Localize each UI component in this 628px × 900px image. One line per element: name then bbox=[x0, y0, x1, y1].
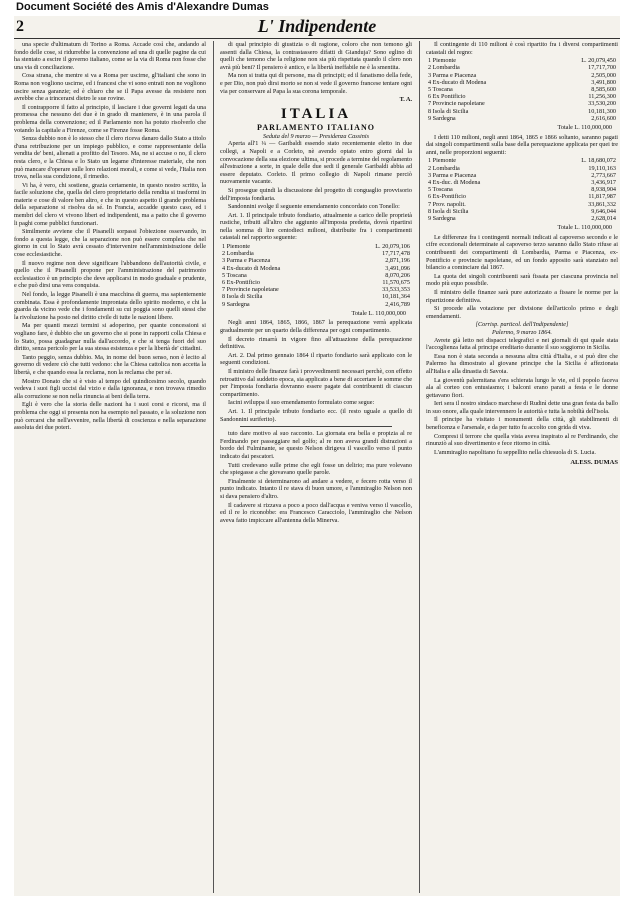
paragraph: Il principe ha visitato i monumenti della città, gli stabilimenti di beneficenza e l'arsenale, e da per tutto fu accolto con grida di viva. bbox=[426, 416, 618, 432]
parliament-report-c3 bbox=[426, 41, 618, 56]
paragraph: I detti 110 milioni, negli anni 1864, 1865 e 1866 soltanto, saranno pagati dai singoli compartimenti sulla base della perequazione applicata per quei tre anni, nelle proporzioni seguenti: bbox=[426, 133, 618, 156]
paragraph: Art. 1. Il principale tributo fondiario, attualmente a carico delle proprietà rustiche, tribuiti all'altro che aggiunto all'imposta predetta, dovrà ripartirsi nella somma di lire centodieci milioni, distribuite fra i compartimenti catastali nel rapporto seguente: bbox=[220, 211, 412, 242]
paragraph: Iacini sviluppa il suo emendamento formulato come segue: bbox=[228, 399, 375, 407]
correspondence-date: Palermo, 9 marzo 1864. bbox=[492, 328, 552, 336]
region-name: 2 Lombardia bbox=[222, 250, 254, 258]
region-name: 8 Isola di Sicilia bbox=[428, 207, 469, 215]
table-row bbox=[426, 93, 618, 100]
amount: L. 20,079,450 bbox=[581, 57, 616, 65]
region-name: 8 Isola di Sicilia bbox=[222, 293, 263, 301]
amount: 3,436,917 bbox=[591, 179, 616, 186]
masthead-title: L' Indipendente bbox=[257, 16, 377, 36]
region-name: 6 Ex Pontificio bbox=[428, 93, 466, 101]
paragraph: Ma per quanti mezzi termini si adoperino, per quante concessioni si vogliano fare, è dubbio che un governo che si pone in rapporti colla Chiesa e lo Stato, possa guadagnar nulla dall'accordo, e che si tenga fuori del suo diritto, senza pericolo per la sua stessa esistenza e per la libertà de' cittadini. bbox=[14, 322, 206, 353]
parliament-report bbox=[220, 140, 412, 242]
table-row bbox=[426, 201, 618, 208]
paragraph: Negli anni 1864, 1865, 1866, 1867 la perequazione verrà applicata gradualmente per un quarto della differenza per ogni compartimento. bbox=[220, 319, 412, 335]
paragraph: Art. 1. Il principale tributo fondiario ecc. (il resto uguale a quello di Sandonnini suriferito). bbox=[220, 408, 412, 423]
paragraph: Il decreto rimarrà in vigore fino all'attuazione della perequazione definitiva. bbox=[220, 335, 412, 351]
amount: 33,533,353 bbox=[382, 286, 410, 294]
signature: ALESS. DUMAS bbox=[570, 459, 618, 467]
subsection-heading: PARLAMENTO ITALIANO bbox=[257, 122, 375, 132]
amount: 11,570,675 bbox=[382, 279, 410, 287]
region-name: 5 Toscana bbox=[222, 271, 247, 279]
paragraph: Mostro Donato che si è visto al tempo del quindicesimo secolo, quando vedeva i suoi figli uccisi dal vizio e dalla ignoranza, e non trovava rimedio alla corruzione se non nella rinuncia ai beni della terra. bbox=[14, 377, 206, 400]
paragraph: Compresi il terrore che quella vista aveva inspirato al re Ferdinando, che rinunziò al suo divertimento e fece ritorno in città. bbox=[426, 432, 618, 448]
table-row bbox=[220, 257, 412, 264]
page-number: 2 bbox=[16, 18, 24, 35]
region-name: 3 Parma e Piacenza bbox=[428, 71, 477, 79]
paragraph: Ma non si tratta qui di persone, ma di principii; ed il fanatismo della fede, e per Dio, non può dirsi morto se non si vede il governo francese tentare ogni via per conservare al Papa la sua corona temporale. bbox=[220, 72, 412, 95]
amount: 33,861,332 bbox=[588, 200, 616, 208]
paragraph: Cosa strana, che mentre si va a Roma per uscirne, gl'italiani che sono in Roma non vogliono uscirne, ed i francesi che vi sono entrati non ne vogliono uscire senza garanzie; ed è chiaro che se il Papa avesse da resistere non avrebbe che a trincerarsi dietro le sue rovine. bbox=[14, 72, 206, 103]
paragraph: La gioventù palermitana s'era schierata lungo le vie, ed il popolo faceva ala al corteo con entusiasmo; i balconi erano parati a festa e le donne gettavano fiori. bbox=[426, 376, 618, 399]
paragraph: tuto dare motivo al suo racconto. La giornata era bella e propizia al re Ferdinando per passeggiare nel golfo; al re non aveva grandi distrazioni a bordo del Fulminante, se questo Nelson dirigeva il vascello verso il punto indicato dai pescatori. bbox=[220, 430, 412, 460]
paragraph: Senza dubbio non è lo stesso che il clero riceva danaro dallo Stato a titolo d'una retribuzione per un impiego pubblico, e come rappresentante della vendita de' beni, alienati a profitto del Tesoro. Ma, ne si accuse o no, il clero resta clero, e la Chiesa e lo Stato un legame d'interesse materiale, che non può mancare d'operare sulle loro relazioni morali, e come si vede, l'Italia non trova, nella sua condizione, il rimedio. bbox=[14, 135, 206, 181]
paragraph: Ieri sera il nostro sindaco marchese di Rudinì dette una gran festa da ballo in suo onore, alla quale intervennero le autorità e tutta la nobiltà dell'isola. bbox=[426, 400, 618, 415]
paragraph: Il contingente di 110 milioni è così ripartito fra i diversi compartimenti catastali del regno: bbox=[426, 41, 618, 56]
divider bbox=[240, 426, 392, 427]
parliament-report-c3b bbox=[426, 134, 618, 157]
paragraph: Le differenze fra i contingenti normali indicati al capoverso secondo e le cifre eccezionali determinate al capoverso terzo saranno dallo Stato rifuse ai contribuenti dei compartimenti di Lombardia, Parma e Piacenza, ex-Pontificio e provincie napoletane, ed un fondo apposito sarà stanziato nel bilancio a cominciare dal 1867. bbox=[426, 233, 618, 272]
region-name: 9 Sardegna bbox=[428, 114, 456, 122]
region-name: 1 Piemonte bbox=[222, 243, 251, 251]
table-total: Totale L. 110,000,000 bbox=[557, 124, 612, 132]
document-banner bbox=[0, 0, 628, 14]
table-row bbox=[426, 100, 618, 107]
paragraph: di qual principio di giustizia o di ragione, coloro che non temono gli assenti dalla Chiesa, la contrastassero difatti di Gianduja? Sono eglino di quelli che temono che la religione non sia più rispettata quando il clero non avrà più beni? Il pensiero è antico, e la libertà ineffabile ne è la smentita. bbox=[220, 41, 412, 71]
amount: 2,616,600 bbox=[591, 114, 616, 122]
table-row bbox=[426, 208, 618, 215]
paragraph: Si procede alla votazione per divisione dell'articolo primo e degli emendamenti. bbox=[426, 305, 618, 320]
amount: 17,717,700 bbox=[588, 64, 616, 72]
banner-text: Document Société des Amis d'Alexandre Dumas bbox=[16, 1, 269, 13]
column-rule bbox=[419, 41, 420, 893]
feuilleton bbox=[220, 430, 412, 524]
region-name: 1 Piemonte bbox=[428, 57, 457, 65]
amount: L. 18,680,072 bbox=[581, 157, 616, 165]
amount: 11,817,987 bbox=[588, 193, 616, 201]
amount: 17,717,478 bbox=[382, 250, 410, 258]
newspaper-page bbox=[14, 16, 620, 896]
paragraph: Finalmente si determinarono ad andare a vedere, e fecero rotta verso il punto indicato. Intanto il re stava di buon umore, e l'ammiraglio Nelson non si dava pensiero d'altro. bbox=[220, 477, 412, 500]
region-name: 7 Provincie napoletane bbox=[428, 100, 485, 108]
contingent-table-1 bbox=[220, 243, 412, 308]
table-row bbox=[220, 272, 412, 279]
paragraph: Nel fondo, la legge Pisanelli è una macchina di guerra, ma sapientemente combinata. Essa è profondamente improntata dello spirito moderno, e chi la guarda da vicino vede che i fondamenti su cui poggia sono quelli stessi che la rivoluzione ha posto nel diritto civile di tutte le nazioni libere. bbox=[14, 291, 206, 321]
table-row bbox=[220, 250, 412, 257]
paragraph: Avrete già letto nei dispacci telegrafici e nei giornali di qui quale stata l'accoglienza fatta al principe ereditario durante il suo soggiorno in Sicilia. bbox=[426, 336, 618, 352]
region-name: 3 Parma e Piacenza bbox=[428, 171, 477, 179]
correspondence-body bbox=[426, 337, 618, 457]
session-line: Seduta del 9 marzo — Presidenza Cassinis bbox=[263, 132, 369, 140]
column-3 bbox=[426, 41, 618, 893]
author-initials: T. A. bbox=[399, 96, 412, 104]
contingent-table-3 bbox=[426, 157, 618, 222]
amount: 10,181,364 bbox=[382, 293, 410, 301]
region-name: 2 Lombardia bbox=[428, 64, 460, 72]
paragraph: Tanto peggio, senza dubbio. Ma, in nome del buon senso, non è lecito al governo di vedere ciò che tutti vedono: che la Chiesa cattolica non accetta la libertà, e che quando essa la reclama, non la reclama che per sé. bbox=[14, 353, 206, 376]
amount: 10,181,300 bbox=[588, 107, 616, 115]
region-name: 5 Toscana bbox=[428, 186, 453, 194]
paragraph: Art. 2. Dal primo gennaio 1864 il riparto fondiario sarà applicato con le seguenti condizioni. bbox=[220, 351, 412, 367]
article-continuation bbox=[220, 41, 412, 95]
region-name: 4 Ex-duc. di Modena bbox=[428, 179, 481, 186]
paragraph: Si prosegue quindi la discussione del progetto di conguaglio provvisorio dell'imposta fondiaria. bbox=[220, 186, 412, 202]
parliament-report-cont bbox=[220, 319, 412, 423]
table-row bbox=[426, 186, 618, 193]
paragraph: Il ministro delle finanze sarà pure autorizzato a fissare le norme per la ripartizione definitiva. bbox=[426, 288, 618, 304]
table-row bbox=[426, 115, 618, 122]
amount: 19,110,163 bbox=[588, 164, 616, 172]
correspondence-title: [Corrisp. particol. dell'Indipendente] bbox=[475, 321, 569, 329]
paragraph: una specie d'ultimatum di Torino a Roma. Accade così che, andando al fondo delle cose, si ridurrebbe la convenzione ad una di quelle pagine da cui ha stentato a escire il governo italiano, come se la via di Roma non fosse che una via di conciliazione. bbox=[14, 41, 206, 71]
region-name: 2 Lombardia bbox=[428, 164, 460, 172]
amount: 2,416,789 bbox=[385, 300, 410, 308]
table-row bbox=[220, 279, 412, 286]
paragraph: Similmente avviene che il Pisanelli sorpassi l'obiezione osservando, in fondo a questa legge, che la separazione non può essere completa che nel giorno in cui lo Stato avrà cessato d'intervenire nell'amministrazione delle cose ecclesiastiche. bbox=[14, 228, 206, 259]
amount: 8,585,600 bbox=[591, 86, 616, 93]
region-name: 4 Ex-ducato di Modena bbox=[222, 264, 281, 272]
amount: 2,871,196 bbox=[385, 257, 410, 265]
amount: 11,256,300 bbox=[588, 93, 616, 101]
column-1 bbox=[14, 41, 206, 893]
region-name: 7 Prov. napolit. bbox=[428, 200, 466, 208]
paragraph: Il contrapporre il fatto al principio, il lasciare i due governi legati da una promessa che nessuno dei due è in grado di mantenere, è in una parola il problema della convenzione; ed il Parlamento non ha potuto risolverlo che votando la capitale a Firenze, come se Firenze fosse Roma. bbox=[14, 103, 206, 134]
table-row bbox=[426, 157, 618, 164]
paragraph: Vi ha, è vero, chi sostiene, grazia certamente, in questo nostro scritto, la facile soluzione che, quella del clero proprietario della rendita si trasformi in materie e cose di valore ben altro, e che in questo aspetto il grande problema della separazione si risolva da sé. In Francia, accadde questo caso, ed i membri del clero vi vivono liberi ed indipendenti, ma a patto che il governo li paghi come pubblici funzionari. bbox=[14, 181, 206, 227]
section-heading: ITALIA bbox=[280, 105, 352, 122]
table-row bbox=[220, 243, 412, 250]
column-2 bbox=[220, 41, 412, 893]
region-name: 1 Piemonte bbox=[428, 157, 457, 165]
amount: 2,773,667 bbox=[591, 171, 616, 179]
table-row bbox=[220, 265, 412, 272]
contingent-table-2 bbox=[426, 57, 618, 122]
paragraph: Essa non è stata seconda a nessuna altra città d'Italia, e si può dire che Palermo ha dimostrato al giovane principe che la Sicilia è affezionata all'Italia e alla dinastia di Savoia. bbox=[426, 352, 618, 375]
paragraph: Il nuovo regime non deve significare l'abbandono dell'autorità civile, e quello che il Pisanelli propone per l'amministrazione del patrimonio ecclesiastico è un principio che deve applicarsi in modo graduale e prudente, e che può dirsi una vera conquista. bbox=[14, 259, 206, 290]
column-rule bbox=[213, 41, 214, 893]
region-name: 6 Ex-Pontificio bbox=[222, 279, 260, 287]
table-row bbox=[220, 286, 412, 293]
paragraph: La quota dei singoli contribuenti sarà fissata per ciascuna provincia nel modo più equo possibile. bbox=[426, 272, 618, 288]
amount: 8,070,206 bbox=[385, 271, 410, 279]
amount: L. 20,079,106 bbox=[375, 243, 410, 251]
region-name: 8 Isola di Sicilia bbox=[428, 107, 469, 115]
columns bbox=[14, 41, 620, 893]
table-row bbox=[426, 72, 618, 79]
amount: 2,628,014 bbox=[591, 215, 616, 223]
paragraph: Sandonnini svolge il seguente emendamento concordato con Tonello: bbox=[228, 203, 400, 211]
amount: 3,491,096 bbox=[385, 264, 410, 272]
amount: 3,491,800 bbox=[591, 78, 616, 86]
table-row bbox=[426, 193, 618, 200]
region-name: 3 Parma e Piacenza bbox=[222, 257, 271, 265]
amount: 2,505,000 bbox=[591, 71, 616, 79]
paragraph: Egli è vero che la storia delle nazioni ha i suoi corsi e ricorsi, ma il problema che oggi si presenta non ha esempio nel passato, e la soluzione non può cercarsi che nell'avvenire, nella libertà di coscienza e nella separazione assoluta dei due poteri. bbox=[14, 401, 206, 432]
masthead bbox=[14, 16, 620, 39]
paragraph: Aperta all'1 ¼ — Garibaldi essendo stato recentemente eletto in due collegi, a Napoli e a Corleto, nè avendo optato entro giorni dal la convocazione della sua elezione ultima, si procede a termine del regolamento all'estrazione a sorte, in quale delle due sedi il generale Garibaldi abbia ad essere deputato. Corleto. Il primo collegio di Napoli rimane perciò nuovamente vacante. bbox=[220, 140, 412, 186]
parliament-report-c3c bbox=[426, 234, 618, 321]
table-row bbox=[426, 172, 618, 179]
table-row bbox=[426, 86, 618, 93]
region-name: 7 Provincie napoletane bbox=[222, 286, 279, 294]
amount: 33,530,200 bbox=[588, 100, 616, 108]
region-name: 5 Toscana bbox=[428, 86, 453, 93]
table-row bbox=[220, 301, 412, 308]
paragraph: Tutti credevano sulle prime che egli fosse un delirio; ma pure volevano che spiegasse a che giovavano quelle parole. bbox=[220, 461, 412, 477]
region-name: 9 Sardegna bbox=[428, 215, 456, 223]
table-row bbox=[426, 108, 618, 115]
amount: 9,646,044 bbox=[591, 207, 616, 215]
table-total: Totale L. 110,000,000 bbox=[351, 309, 406, 317]
region-name: 6 Ex-Pontificio bbox=[428, 193, 466, 201]
table-row bbox=[426, 64, 618, 71]
paragraph: Il cadavere si rizzava a poco a poco dall'acqua e veniva verso il vascello, ed il re lo riconobbe: era Francesco Caracciolo, l'ammiraglio che Nelson aveva fatto impiccare all'antenna della Minerva. bbox=[220, 501, 412, 524]
paragraph: L'ammiraglio napolitano fu seppellito nella chiesuola di S. Lucia. bbox=[434, 448, 596, 456]
table-row bbox=[426, 79, 618, 86]
region-name: 4 Ex-ducato di Modena bbox=[428, 78, 487, 86]
table-total: Totale L. 110,000,000 bbox=[557, 224, 612, 232]
paragraph: Il ministro delle finanze farà i provvedimenti necessari perchè, con effetto retroattivo dal suddetto epoca, sia applicato a bene di accertare le somme che per l'imposta fondiaria dovranno essere pagate dai contribuenti di ciascun compartimento. bbox=[220, 368, 412, 398]
table-row bbox=[426, 165, 618, 172]
amount: 8,938,904 bbox=[591, 186, 616, 194]
table-row bbox=[426, 215, 618, 222]
table-row bbox=[220, 293, 412, 300]
table-row bbox=[426, 179, 618, 186]
region-name: 9 Sardegna bbox=[222, 300, 250, 308]
table-row bbox=[426, 57, 618, 64]
